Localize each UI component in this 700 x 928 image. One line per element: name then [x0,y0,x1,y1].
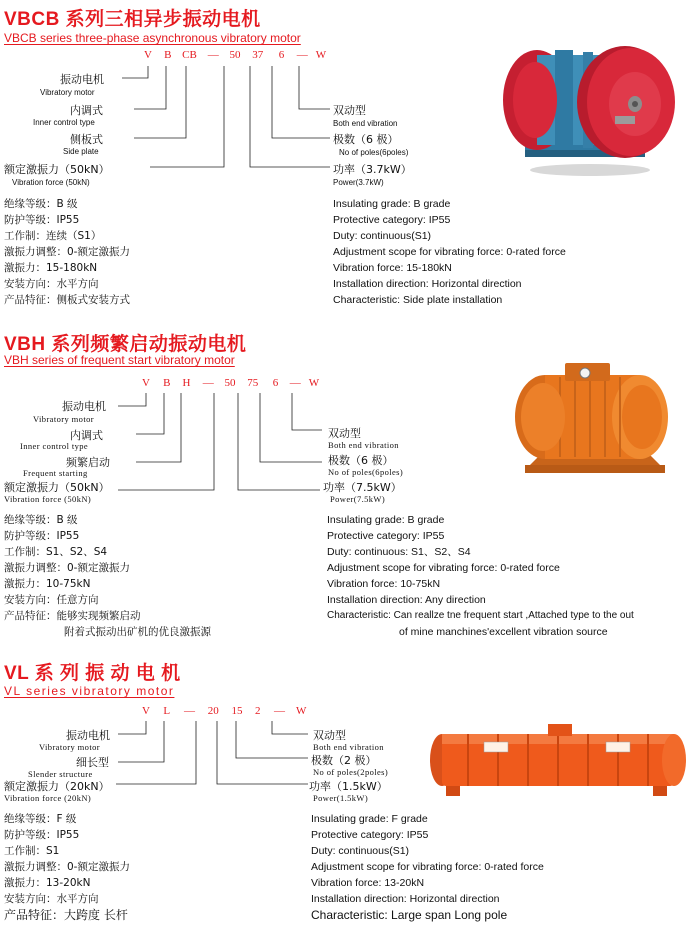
vbh-label-poles: 极数（6 极） [328,454,394,467]
spec-line: 绝缘等级：B 级 [4,514,78,526]
spec-line: 绝缘等级：F 级 [4,813,77,825]
spec-line: 工作制：S1 [4,845,60,857]
vbh-subtitle: VBH series of frequent start vibratory motor [4,353,235,367]
code-part: 20 [207,705,219,717]
spec-line: Adjustment scope for vibrating force: 0-rated force [327,562,560,574]
code-part: L [163,705,171,717]
spec-line: Insulating grade: F grade [311,813,428,825]
vl-subtitle: VL series vibratory motor [4,684,175,698]
spec-line: Duty: continuous: S1、S2、S4 [327,546,471,558]
spec-line: 激振力调整：0-额定激振力 [4,861,130,873]
vbcb-label-poles-en: No of poles(6poles) [339,148,409,157]
spec-line: Characteristic: Side plate installation [333,294,503,306]
vl-label-vibratory-motor-en: Vibratory motor [39,742,100,752]
vbcb-label-power-en: Power(3.7kW) [333,178,384,187]
vl-specs-zh [4,811,130,923]
code-part: — [184,705,195,717]
spec-line: 防护等级：IP55 [4,530,80,542]
spec-line: Characteristic: Large span Long pole [311,908,508,922]
vbcb-label-power: 功率（3.7kW） [333,163,412,176]
vbh-label-frequent-en: Frequent starting [23,468,88,478]
code-part: B [164,49,172,61]
spec-line: Insulating grade: B grade [327,514,445,526]
spec-line: 产品特征：侧板式安装方式 [4,294,130,306]
spec-line: 安装方向：水平方向 [4,893,99,905]
spec-line: 激振力：15-180kN [4,262,98,274]
code-part: — [274,705,285,717]
spec-line: 激振力调整：0-额定激振力 [4,246,130,258]
spec-line: 绝缘等级：B 级 [4,198,78,210]
spec-line: 工作制：连续（S1） [4,230,102,242]
vbcb-label-side-plate: 侧板式 [70,133,103,146]
vbcb-label-side-plate-en: Side plate [63,147,99,156]
code-part: 2 [255,705,261,717]
vbh-label-vibration-force: 额定激振力（50kN） [4,481,110,494]
code-part: 37 [252,49,264,61]
vbh-label-power: 功率（7.5kW） [323,481,402,494]
vl-label-slender-en: Slender structure [28,769,93,779]
vl-label-vibration-force-en: Vibration force (20kN) [4,793,92,803]
code-part: W [296,705,307,717]
spec-line: 工作制：S1、S2、S4 [4,546,108,558]
vbcb-subtitle: VBCB series three-phase asynchronous vibratory motor [4,31,301,45]
spec-line: Protective category: IP55 [327,530,445,542]
code-part: 50 [224,377,236,389]
code-part: CB [182,49,197,61]
code-part: — [202,377,214,389]
code-part: W [315,49,327,61]
code-part: V [142,705,150,717]
vl-label-poles-en: No of poles(2poles) [313,767,389,777]
vbcb-label-vibratory-motor: 振动电机 [60,73,104,86]
vl-motor-image [428,720,688,800]
vbcb-title: VBCB 系列三相异步振动电机 [4,9,261,30]
spec-line: Duty: continuous(S1) [311,845,410,857]
spec-line: of mine manchines'excellent vibration source [399,626,608,638]
code-part: H [182,377,191,389]
code-part: 6 [272,377,279,389]
vbcb-label-vibration-force: 额定激振力（50kN） [4,163,110,176]
vl-label-poles: 极数（2 极） [311,754,377,767]
vbh-label-poles-en: No of poles(6poles) [328,467,404,477]
vbcb-label-vibration-force-en: Vibration force (50kN) [12,178,90,187]
spec-line: 激振力：10-75kN [4,578,91,590]
vbcb-label-inner-control: 内调式 [70,104,103,117]
vbh-label-vibratory-motor: 振动电机 [62,400,106,413]
vbh-label-both-end-en: Both end vibration [328,440,399,450]
spec-line: Characteristic: Can reallze tne frequent start ,Attached type to the out [327,610,634,621]
vl-label-vibratory-motor: 振动电机 [66,729,110,742]
spec-line: Installation direction: Any direction [327,594,486,606]
spec-line: 产品特征：能够实现频繁启动 [4,610,141,622]
spec-line: 防护等级：IP55 [4,829,80,841]
code-part: — [207,49,219,61]
vbcb-label-both-end: 双动型 [333,104,366,117]
code-part: — [289,377,301,389]
spec-line: Adjustment scope for vibrating force: 0-rated force [311,861,544,873]
vbh-label-frequent: 频繁启动 [66,456,110,469]
code-part: V [142,377,150,389]
code-part: 15 [231,705,243,717]
vbcb-label-both-end-en: Both end vibration [333,119,398,128]
spec-line: 防护等级：IP55 [4,214,80,226]
vl-label-both-end: 双动型 [313,729,346,742]
vbh-label-power-en: Power(7.5kW) [330,494,386,504]
vbh-title: VBH 系列频繁启动振动电机 [4,334,247,355]
spec-line: Protective category: IP55 [333,214,451,226]
spec-line: Installation direction: Horizontal direction [333,278,522,290]
vl-label-slender: 细长型 [76,756,109,769]
vl-label-vibration-force: 额定激振力（20kN） [4,780,110,793]
spec-line: Protective category: IP55 [311,829,429,841]
spec-line: Installation direction: Horizontal direction [311,893,500,905]
spec-line: 产品特征：大跨度 长杆 [4,908,128,922]
vbcb-label-inner-control-en: Inner control type [33,118,95,127]
vbcb-label-vibratory-motor-en: Vibratory motor [40,88,95,97]
code-part: B [163,377,171,389]
spec-line: Vibration force: 10-75kN [327,578,441,590]
code-part: — [296,49,308,61]
vbcb-label-poles: 极数（6 极） [333,133,399,146]
spec-line: Insulating grade: B grade [333,198,451,210]
vl-label-both-end-en: Both end vibration [313,742,384,752]
spec-line: 激振力：13-20kN [4,877,91,889]
code-part: V [144,49,152,61]
spec-line: Vibration force: 13-20kN [311,877,425,889]
spec-line: Adjustment scope for vibrating force: 0-rated force [333,246,566,258]
code-part: 75 [247,377,259,389]
spec-line: 激振力调整：0-额定激振力 [4,562,130,574]
vl-label-power-en: Power(1.5kW) [313,793,369,803]
vbh-label-vibration-force-en: Vibration force (50kN) [4,494,92,504]
vl-title: VL 系 列 振 动 电 机 [4,663,181,684]
vbh-label-vibratory-motor-en: Vibratory motor [33,414,94,424]
spec-line: Duty: continuous(S1) [333,230,432,242]
code-part: W [308,377,320,389]
vbh-label-inner-control: 内调式 [70,429,103,442]
vl-specs-en [311,811,544,923]
spec-line: 安装方向：水平方向 [4,278,99,290]
code-part: 6 [278,49,285,61]
spec-line: Vibration force: 15-180kN [333,262,452,274]
spec-line: 安装方向：任意方向 [4,594,99,606]
spec-line: 附着式振动出矿机的优良激振源 [64,626,211,638]
vbh-label-inner-control-en: Inner control type [20,441,89,451]
vbh-label-both-end: 双动型 [328,427,361,440]
code-part: 50 [229,49,241,61]
vl-label-power: 功率（1.5kW） [309,780,388,793]
